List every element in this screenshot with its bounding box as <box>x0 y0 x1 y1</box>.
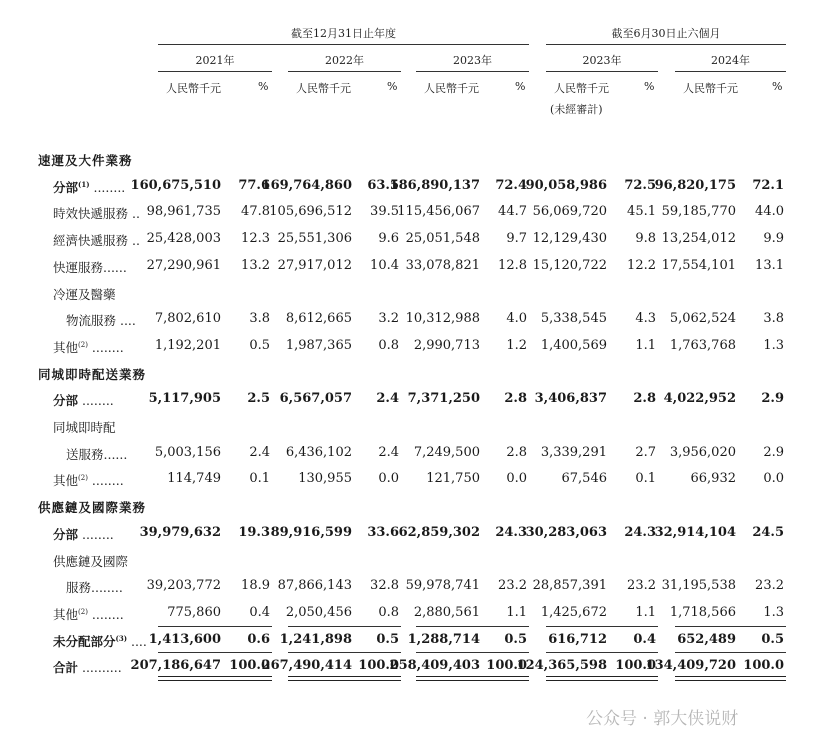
row-label-line: 冷運及醫藥 <box>53 286 116 302</box>
amount-cell: 25,551,306 <box>277 231 352 247</box>
row-label: 其他$^{(2)}$ ........ <box>53 606 124 622</box>
subtotal-rule <box>675 626 786 627</box>
amount-cell: 6,436,102 <box>285 444 352 460</box>
percent-cell: 2.8 <box>506 444 527 460</box>
double-underline <box>546 676 658 681</box>
row-label: 分部 ........ <box>53 393 114 409</box>
amount-cell: 1,425,672 <box>540 604 607 620</box>
year-end-group-label: 截至12月31日止年度 <box>291 27 396 40</box>
amount-cell: 2,050,456 <box>285 604 352 620</box>
leader-dots: .. <box>128 233 140 249</box>
amount-cell: 124,365,598 <box>516 658 607 674</box>
percent-cell: 9.9 <box>763 231 784 247</box>
six-month-group-label: 截至6月30日止六個月 <box>611 27 721 40</box>
percent-cell: 1.1 <box>635 337 656 353</box>
subtotal-rule <box>546 626 658 627</box>
percent-cell: 0.5 <box>249 337 270 353</box>
percent-cell: 18.9 <box>241 578 270 594</box>
amount-cell: 10,312,988 <box>405 311 480 327</box>
unaudited-note: (未經審計) <box>550 103 603 116</box>
percent-cell: 2.8 <box>633 391 656 407</box>
amount-cell: 2,880,561 <box>413 604 480 620</box>
percent-cell: 2.4 <box>249 444 270 460</box>
amount-cell: 39,203,772 <box>146 578 221 594</box>
amount-cell: 96,820,175 <box>654 177 736 193</box>
year-rule <box>288 71 401 72</box>
amount-cell: 59,978,741 <box>405 578 480 594</box>
percent-cell: 0.1 <box>249 471 270 487</box>
year-rule <box>675 71 786 72</box>
leader-dots: ...... <box>103 446 128 462</box>
row-label: 時效快遞服務 .. <box>53 206 140 222</box>
row-label: 分部 ........ <box>53 526 114 542</box>
percent-cell: 47.8 <box>241 204 270 220</box>
amount-cell: 6,567,057 <box>279 391 352 407</box>
percent-cell: 0.8 <box>378 337 399 353</box>
row-label: 服務........ <box>66 580 123 596</box>
amount-cell: 31,195,538 <box>661 578 736 594</box>
amount-cell: 59,185,770 <box>661 204 736 220</box>
amount-cell: 89,916,599 <box>270 524 352 540</box>
percent-cell: 0.6 <box>247 631 270 647</box>
percent-cell: 1.2 <box>506 337 527 353</box>
leader-dots: ........ <box>87 339 124 355</box>
percent-cell: 9.7 <box>506 231 527 247</box>
percent-cell: 0.1 <box>635 471 656 487</box>
amount-cell: 1,718,566 <box>669 604 736 620</box>
row-label: 其他$^{(2)}$ ........ <box>53 473 124 489</box>
amount-cell: 56,069,720 <box>532 204 607 220</box>
percent-cell: 0.4 <box>633 631 656 647</box>
percent-cell: 2.7 <box>635 444 656 460</box>
amount-cell: 17,554,101 <box>661 257 736 273</box>
amount-cell: 5,062,524 <box>669 311 736 327</box>
amount-cell: 652,489 <box>677 631 736 647</box>
year-rule <box>546 71 658 72</box>
leader-dots: ...... <box>103 259 127 275</box>
percent-cell: 63.5 <box>367 177 399 193</box>
percent-cell: 0.8 <box>378 604 399 620</box>
percent-cell: 77.6 <box>238 177 270 193</box>
footnote-marker: (3) <box>115 633 128 643</box>
percent-cell: 24.3 <box>495 524 527 540</box>
amount-cell: 130,955 <box>298 471 352 487</box>
amount-cell: 12,129,430 <box>532 231 607 247</box>
percent-header: % <box>644 80 655 93</box>
row-label: 分部$^{(1)}$ ........ <box>53 179 126 195</box>
leader-dots: ........ <box>78 393 114 409</box>
row-label: 合計 .......... <box>53 660 122 676</box>
percent-cell: 24.3 <box>624 524 656 540</box>
percent-cell: 0.4 <box>249 604 270 620</box>
amount-cell: 207,186,647 <box>130 658 221 674</box>
footnote-marker: (2) <box>78 607 88 616</box>
amount-cell: 62,859,302 <box>398 524 480 540</box>
subtotal-rule <box>416 626 529 627</box>
amount-cell: 134,409,720 <box>645 658 736 674</box>
amount-cell: 32,914,104 <box>654 524 736 540</box>
footnote-marker: (2) <box>78 474 88 483</box>
amount-cell: 15,120,722 <box>532 257 607 273</box>
group-rule <box>158 44 529 45</box>
percent-cell: 72.5 <box>624 177 656 193</box>
percent-header: % <box>258 80 269 93</box>
amount-cell: 8,612,665 <box>285 311 352 327</box>
percent-cell: 0.5 <box>761 631 784 647</box>
double-underline <box>288 676 401 681</box>
percent-cell: 2.4 <box>376 391 399 407</box>
percent-cell: 44.0 <box>755 204 784 220</box>
percent-cell: 2.4 <box>378 444 399 460</box>
percent-cell: 100.0 <box>358 658 399 674</box>
year-header: 2022年 <box>325 54 364 67</box>
percent-cell: 13.2 <box>241 257 270 273</box>
amount-cell: 7,371,250 <box>407 391 480 407</box>
amount-cell: 13,254,012 <box>661 231 736 247</box>
amount-cell: 775,860 <box>167 604 221 620</box>
percent-cell: 23.2 <box>627 578 656 594</box>
percent-cell: 1.3 <box>763 337 784 353</box>
percent-cell: 1.3 <box>763 604 784 620</box>
section-heading: 速運及大件業務 <box>38 153 133 168</box>
percent-cell: 72.4 <box>495 177 527 193</box>
unit-header: 人民幣千元 <box>166 82 221 95</box>
amount-cell: 5,338,545 <box>540 311 607 327</box>
leader-dots: .... <box>116 313 136 329</box>
subtotal-rule <box>675 652 786 653</box>
watermark: 公众号 · 郭大侠说财 <box>586 709 739 729</box>
amount-cell: 7,802,610 <box>154 311 221 327</box>
row-label: 送服務...... <box>66 446 128 462</box>
percent-cell: 4.3 <box>635 311 656 327</box>
percent-cell: 32.8 <box>370 578 399 594</box>
subtotal-rule <box>288 652 401 653</box>
percent-cell: 23.2 <box>755 578 784 594</box>
percent-header: % <box>387 80 398 93</box>
percent-cell: 2.9 <box>763 444 784 460</box>
percent-cell: 100.0 <box>229 658 270 674</box>
amount-cell: 1,413,600 <box>148 631 221 647</box>
amount-cell: 28,857,391 <box>532 578 607 594</box>
leader-dots: .......... <box>78 660 122 676</box>
amount-cell: 27,917,012 <box>277 257 352 273</box>
year-rule <box>158 71 272 72</box>
leader-dots: ........ <box>87 473 124 489</box>
subtotal-rule <box>158 626 272 627</box>
amount-cell: 616,712 <box>548 631 607 647</box>
unit-header: 人民幣千元 <box>683 82 738 95</box>
unit-header: 人民幣千元 <box>424 82 479 95</box>
amount-cell: 267,490,414 <box>261 658 352 674</box>
unit-header: 人民幣千元 <box>296 82 351 95</box>
double-underline <box>158 676 272 681</box>
percent-cell: 12.8 <box>498 257 527 273</box>
amount-cell: 121,750 <box>426 471 480 487</box>
leader-dots: ........ <box>89 179 126 195</box>
percent-cell: 39.5 <box>370 204 399 220</box>
percent-cell: 10.4 <box>370 257 399 273</box>
amount-cell: 4,022,952 <box>663 391 736 407</box>
percent-cell: 24.5 <box>752 524 784 540</box>
amount-cell: 67,546 <box>561 471 607 487</box>
leader-dots: ........ <box>87 606 124 622</box>
amount-cell: 90,058,986 <box>525 177 607 193</box>
amount-cell: 7,249,500 <box>413 444 480 460</box>
percent-cell: 44.7 <box>498 204 527 220</box>
year-rule <box>416 71 529 72</box>
percent-cell: 19.3 <box>238 524 270 540</box>
percent-cell: 1.1 <box>506 604 527 620</box>
amount-cell: 3,406,837 <box>534 391 607 407</box>
footnote-marker: (2) <box>78 340 88 349</box>
unit-header: 人民幣千元 <box>554 82 609 95</box>
percent-cell: 100.0 <box>743 658 784 674</box>
subtotal-rule <box>158 652 272 653</box>
double-underline <box>675 676 786 681</box>
double-underline <box>416 676 529 681</box>
percent-cell: 4.0 <box>506 311 527 327</box>
subtotal-rule <box>416 652 529 653</box>
percent-cell: 0.0 <box>763 471 784 487</box>
amount-cell: 258,409,403 <box>389 658 480 674</box>
amount-cell: 1,400,569 <box>540 337 607 353</box>
amount-cell: 105,696,512 <box>269 204 352 220</box>
percent-header: % <box>515 80 526 93</box>
row-label: 其他$^{(2)}$ ........ <box>53 339 124 355</box>
percent-cell: 12.2 <box>627 257 656 273</box>
amount-cell: 66,932 <box>690 471 736 487</box>
amount-cell: 160,675,510 <box>130 177 221 193</box>
percent-cell: 100.0 <box>486 658 527 674</box>
percent-cell: 23.2 <box>498 578 527 594</box>
percent-cell: 33.6 <box>367 524 399 540</box>
row-label-line: 供應鏈及國際 <box>53 553 129 569</box>
amount-cell: 1,987,365 <box>285 337 352 353</box>
year-header: 2021年 <box>195 54 235 67</box>
amount-cell: 25,051,548 <box>405 231 480 247</box>
amount-cell: 5,003,156 <box>154 444 221 460</box>
percent-header: % <box>772 80 783 93</box>
amount-cell: 186,890,137 <box>389 177 480 193</box>
percent-cell: 2.5 <box>247 391 270 407</box>
amount-cell: 87,866,143 <box>277 578 352 594</box>
group-rule <box>546 44 786 45</box>
section-heading: 同城即時配送業務 <box>38 366 147 382</box>
amount-cell: 169,764,860 <box>261 177 352 193</box>
leader-dots: ........ <box>91 580 123 596</box>
subtotal-rule <box>546 652 658 653</box>
amount-cell: 39,979,632 <box>139 524 221 540</box>
leader-dots: .. <box>128 206 140 222</box>
amount-cell: 1,763,768 <box>669 337 736 353</box>
percent-cell: 0.5 <box>504 631 527 647</box>
amount-cell: 30,283,063 <box>525 524 607 540</box>
leader-dots: ........ <box>78 526 114 542</box>
row-label-line: 同城即時配 <box>53 420 116 435</box>
percent-cell: 3.2 <box>378 311 399 327</box>
subtotal-rule <box>288 626 401 627</box>
percent-cell: 9.8 <box>635 231 656 247</box>
row-label: 物流服務 .... <box>66 313 136 329</box>
amount-cell: 27,290,961 <box>146 257 221 273</box>
percent-cell: 0.5 <box>376 631 399 647</box>
percent-cell: 9.6 <box>378 231 399 247</box>
percent-cell: 3.8 <box>763 311 784 327</box>
amount-cell: 1,241,898 <box>279 631 352 647</box>
percent-cell: 2.8 <box>504 391 527 407</box>
row-label: 未分配部分$^{(3)}$ .... <box>53 633 147 649</box>
percent-cell: 2.9 <box>761 391 784 407</box>
year-header: 2023年 <box>453 54 492 67</box>
amount-cell: 5,117,905 <box>148 391 221 407</box>
amount-cell: 25,428,003 <box>146 231 221 247</box>
percent-cell: 100.0 <box>615 658 656 674</box>
percent-cell: 12.3 <box>241 231 270 247</box>
year-header: 2023年 <box>582 54 622 67</box>
percent-cell: 72.1 <box>752 177 784 193</box>
percent-cell: 3.8 <box>249 311 270 327</box>
row-label: 快運服務...... <box>53 259 127 275</box>
amount-cell: 1,192,201 <box>154 337 221 353</box>
leader-dots: .... <box>127 633 147 649</box>
amount-cell: 114,749 <box>167 471 221 487</box>
amount-cell: 33,078,821 <box>405 257 480 273</box>
amount-cell: 3,339,291 <box>540 444 607 460</box>
percent-cell: 1.1 <box>635 604 656 620</box>
percent-cell: 45.1 <box>627 204 656 220</box>
amount-cell: 1,288,714 <box>407 631 480 647</box>
percent-cell: 0.0 <box>378 471 399 487</box>
year-header: 2024年 <box>711 54 750 67</box>
footnote-marker: (1) <box>78 179 90 189</box>
amount-cell: 2,990,713 <box>413 337 480 353</box>
percent-cell: 13.1 <box>755 257 784 273</box>
amount-cell: 98,961,735 <box>146 204 221 220</box>
amount-cell: 115,456,067 <box>397 204 480 220</box>
section-heading: 供應鏈及國際業務 <box>38 500 147 516</box>
row-label: 經濟快遞服務 .. <box>53 233 140 249</box>
percent-cell: 0.0 <box>506 471 527 487</box>
amount-cell: 3,956,020 <box>669 444 736 460</box>
